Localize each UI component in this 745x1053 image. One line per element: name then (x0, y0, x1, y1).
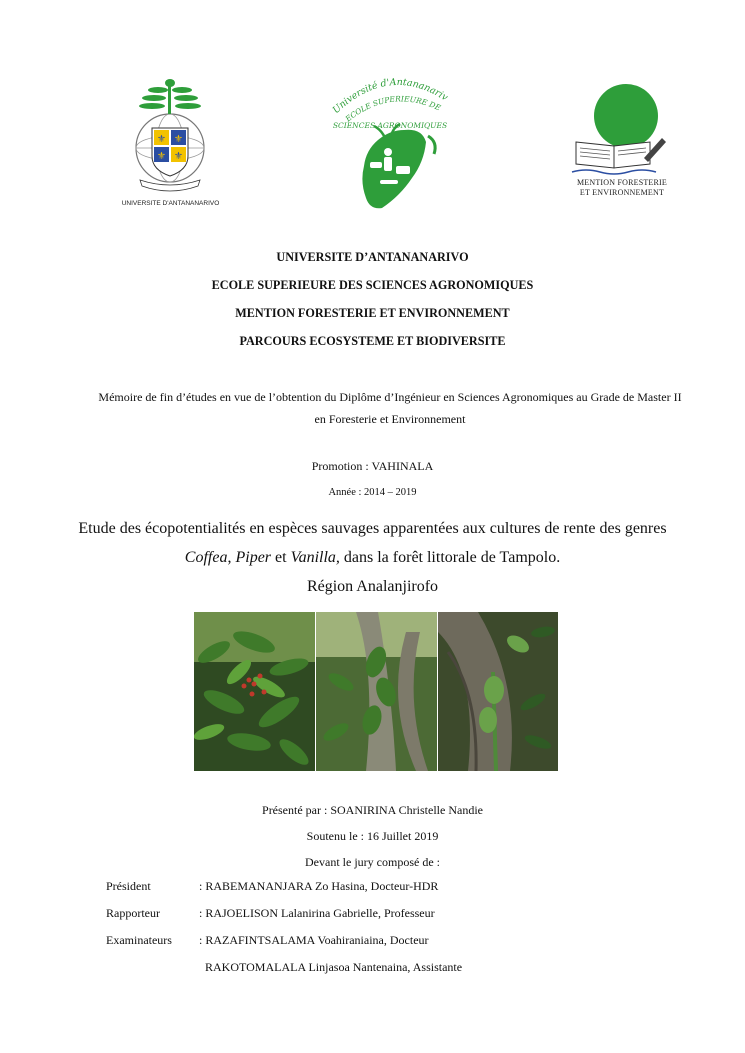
jury-row (106, 932, 666, 959)
academic-year: Année : 2014 – 2019 (328, 487, 417, 498)
jury-row (106, 905, 666, 932)
jury-row (106, 959, 666, 986)
svg-text:⚜: ⚜ (157, 151, 166, 162)
thesis-title (60, 514, 685, 601)
presented-by: Présenté par : SOANIRINA Christelle Nandie (262, 803, 483, 817)
title-region: Région Analanjirofo (306, 578, 439, 595)
mention-caption-line-2: ET ENVIRONNEMENT (579, 188, 665, 197)
presentation-block (0, 797, 745, 875)
essa-logo-text-top: Université d'Antananariv (330, 76, 450, 117)
title-part-1: Etude des écopotentialités en espèces sauvages apparentées aux cultures de rente des genres (78, 520, 667, 537)
thesis-description: Mémoire de fin d’études en vue de l’obtention du Diplôme d’Ingénieur en Sciences Agronomiques au Grade de Master II en Foresterie et Environnement (98, 390, 682, 426)
essa-logo-text-mid: ECOLE SUPERIEURE DE (343, 94, 443, 124)
title-genus-vanilla: Vanilla, (290, 549, 340, 566)
svg-text:⚜: ⚜ (157, 134, 166, 145)
title-sep-1: , (227, 549, 236, 566)
vanilla-photo (438, 612, 558, 771)
title-part-2: dans la forêt littorale de Tampolo. (339, 549, 561, 566)
essa-logo-text-bot: SCIENCES AGRONOMIQUES (332, 121, 448, 130)
university-logo-caption: UNIVERSITE D'ANTANANARIVO (121, 200, 220, 207)
jury-role: Examinateurs (106, 933, 172, 947)
tree-book-icon (566, 84, 678, 178)
header-mention: MENTION FORESTERIE ET ENVIRONNEMENT (235, 306, 510, 320)
essa-emblem-icon (326, 70, 452, 212)
jury-member: : RAZAFINTSALAMA Voahiraniaina, Docteur (199, 933, 429, 947)
defense-date: Soutenu le : 16 Juillet 2019 (306, 829, 439, 843)
jury-list (106, 878, 666, 986)
essa-logo (326, 70, 452, 212)
jury-intro: Devant le jury composé de : (305, 855, 440, 869)
photo-strip (194, 612, 558, 771)
jury-row (106, 878, 666, 905)
svg-text:⚜: ⚜ (174, 151, 183, 162)
jury-role: Président (106, 879, 151, 893)
logo-bar (0, 70, 745, 220)
header-parcours: PARCOURS ECOSYSTEME ET BIODIVERSITE (239, 334, 506, 348)
promotion: Promotion : VAHINALA (311, 459, 434, 473)
mention-foresterie-caption (566, 178, 678, 198)
title-genus-piper: Piper (235, 549, 272, 566)
coffea-photo (194, 612, 315, 771)
jury-member: : RABEMANANJARA Zo Hasina, Docteur-HDR (199, 879, 439, 893)
university-emblem-icon (118, 76, 223, 198)
svg-text:⚜: ⚜ (174, 134, 183, 145)
jury-role: Rapporteur (106, 906, 160, 920)
university-logo (118, 76, 223, 210)
piper-photo (316, 612, 437, 771)
institution-header (0, 249, 745, 361)
title-sep-2: et (271, 549, 291, 566)
mention-caption-line-1: MENTION FORESTERIE (576, 178, 668, 187)
mention-foresterie-logo (566, 84, 678, 208)
title-genus-coffea: Coffea (184, 549, 228, 566)
jury-member-extra: RAKOTOMALALA Linjasoa Nantenaina, Assistante (205, 960, 463, 974)
header-school: ECOLE SUPERIEURE DES SCIENCES AGRONOMIQUES (211, 278, 534, 292)
jury-member: : RAJOELISON Lalanirina Gabrielle, Professeur (199, 906, 435, 920)
header-university: UNIVERSITE D’ANTANANARIVO (276, 250, 469, 264)
